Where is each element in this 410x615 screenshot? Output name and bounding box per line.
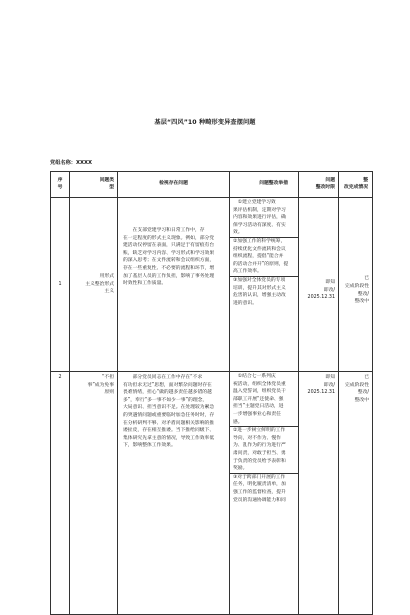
measure-item: ③加强对全体党员的专项 培训，提升其对形式主义 危害的认识，增强主动改 进的意识。 (233, 277, 286, 306)
table-header-row (51, 172, 373, 198)
branch-name-label: 党组名称： (50, 160, 76, 166)
measure-item: ②进一步树立鲜明的工作 导向，对不作为、慢作 为、乱作为的行为进行严 肃问责，对敢于担当、勇 于负责的党员给予表彰和 奖励。 (233, 428, 286, 472)
header-problem: 检视存在问题 (118, 172, 230, 198)
header-status: 整 改完成情况 (339, 172, 373, 198)
row-problem-type: “不担 事”成为免事 原则 (70, 372, 118, 615)
header-seq: 序 号 (51, 172, 70, 198)
measure-item: ②加强工作的科学统筹， 持续优化文件流转和会议 组织流程，提倡“能合并 的活动合并开”的原则，提 高工作效率。 (233, 238, 289, 275)
header-type: 问题类 型 (70, 172, 118, 198)
row-problem-description: 部分党员同志在工作中存在“不求 有功但求无过”思想，面对繁杂问题时存在 畏难情绪，担心“做的越多责任越多错的越 多”，奉行“多一事不如少一事”的理念， 大局意识、担当意识不足。在处理较为紧急 的突遇情问题或重要临时加急任务时时，存 在分析研判不够、对矛盾问题相关影响的推 诿扯皮，存在相互推诿。当下推给同级下、 集体研究先拿主意的情况，导致工作效率低 下，影响整体工作效果。 (118, 372, 230, 615)
row-problem-type: 用形式 主义整治形式 主义 (70, 198, 118, 372)
row-problem-description: 在支部党建学习和日常工作中，存 在一定程度的形式主义现象。例如，部分党 建活动仅停留在表面，只满足于有留痕有台 账，缺乏对学习内容、学习形式和学习效果 的深入思考；在文件流转和会议组织方面， 存在一些重复性、不必要的流程和环节，增 加了基层人员的工作负担，影响了事务处理 时效性和工作质量。 (118, 198, 230, 372)
branch-name-line (50, 159, 92, 166)
row-measures (230, 372, 299, 615)
row-deadline: 即知 即改/ 2025.12.31 (299, 198, 339, 372)
row-deadline: 即知 即改/ 2025.12.31 (299, 372, 339, 615)
table-row (51, 198, 373, 372)
measure-item: ③对于跨部门开展的工作 任务，明化履责清单，加 强工作的监督检查，提升 党员的沟通协调能力和同 (233, 474, 286, 503)
problem-table (50, 171, 373, 615)
header-deadline: 问题 整改时限 (299, 172, 339, 198)
row-seq: 2 (51, 372, 70, 615)
measure-item: ①结合七一系列庆 祝活动，组织全体党员重 温入党誓词，组织党员干 部职工开展“还使命、强 担当”主题党日活动，进 一步增强事业心和责任 感。 (233, 374, 286, 425)
row-measures (230, 198, 299, 372)
measure-item: ①建立党建学习效 果评估机制，定期对学习 内容和效果进行评估，确 保学习活动有深度、有实 效。 (233, 200, 286, 236)
row-status: 已 完成阶段性 整改/ 整改中 (339, 372, 373, 615)
table-row (51, 372, 373, 615)
header-measure: 问题整改举措 (230, 172, 299, 198)
branch-name-value: XXXX (75, 160, 92, 166)
row-status: 已 完成阶段性 整改/ 整改中 (339, 198, 373, 372)
document-title: 基层“四风”10 种畸形变异查摆问题 (154, 119, 256, 126)
row-seq: 1 (51, 198, 70, 372)
